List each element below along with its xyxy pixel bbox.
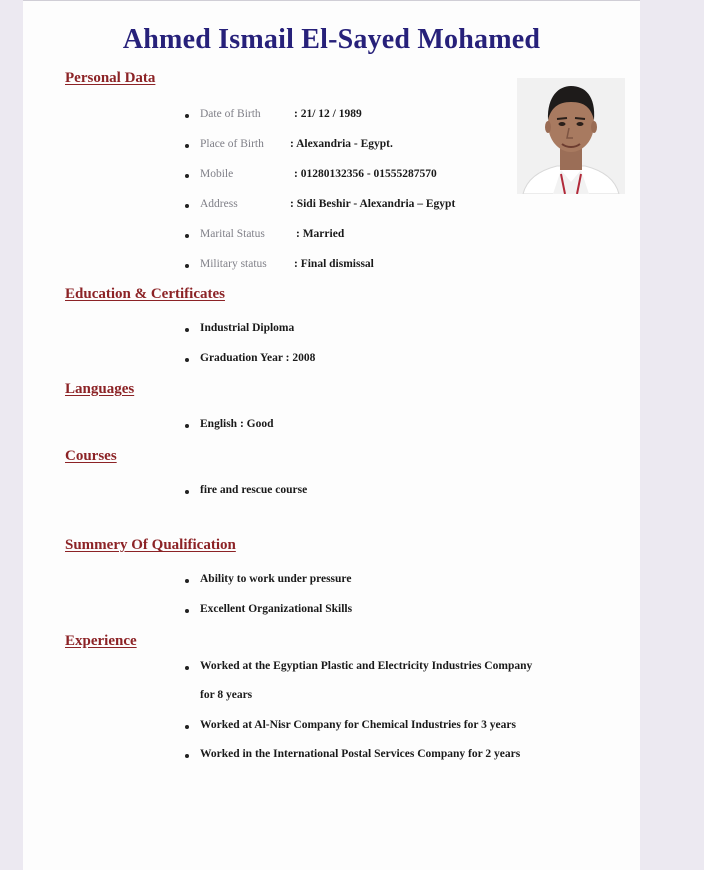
- personal-item: [200, 108, 362, 120]
- profile-photo: [517, 78, 625, 194]
- portrait-image: [517, 78, 625, 194]
- experience-item: Worked at Al-Nisr Company for Chemical Industries for 3 years: [200, 719, 516, 731]
- item-label: Address: [200, 198, 238, 210]
- qualification-heading: Summery Of Qualification: [65, 537, 236, 553]
- item-value: : Alexandria - Egypt.: [290, 138, 393, 150]
- languages-heading: Languages: [65, 381, 135, 397]
- experience-heading: Experience: [65, 633, 137, 649]
- qualification-item: Excellent Organizational Skills: [200, 603, 353, 615]
- personal-item: [200, 138, 393, 150]
- item-value: : 21/ 12 / 1989: [294, 108, 362, 120]
- cv-page: [23, 0, 640, 870]
- course-item: fire and rescue course: [200, 484, 308, 496]
- personal-item: [200, 168, 437, 180]
- item-value: : Married: [296, 228, 345, 240]
- page-top-edge: [23, 0, 640, 1]
- education-heading: Education & Certificates: [65, 286, 225, 302]
- experience-item: Worked in the International Postal Services Company for 2 years: [200, 748, 521, 760]
- language-item: English : Good: [200, 418, 274, 430]
- education-item: Industrial Diploma: [200, 322, 295, 334]
- item-label: Military status: [200, 258, 267, 270]
- education-item: Graduation Year : 2008: [200, 352, 316, 364]
- personal-data-heading: Personal Data: [65, 70, 156, 86]
- item-value: : Final dismissal: [294, 258, 374, 270]
- qualification-item: Ability to work under pressure: [200, 573, 352, 585]
- item-value: : Sidi Beshir - Alexandria – Egypt: [290, 198, 456, 210]
- personal-item: [200, 198, 455, 210]
- item-label: Date of Birth: [200, 108, 261, 120]
- personal-item: [200, 258, 374, 270]
- item-label: Place of Birth: [200, 138, 264, 150]
- item-value: : 01280132356 - 01555287570: [294, 168, 437, 180]
- item-label: Marital Status: [200, 228, 265, 240]
- courses-heading: Courses: [65, 448, 117, 464]
- experience-item-continuation: for 8 years: [200, 689, 253, 701]
- personal-item: [200, 228, 344, 240]
- item-label: Mobile: [200, 168, 234, 180]
- experience-item: Worked at the Egyptian Plastic and Electricity Industries Company: [200, 660, 533, 672]
- candidate-name: Ahmed Ismail El-Sayed Mohamed: [122, 24, 541, 55]
